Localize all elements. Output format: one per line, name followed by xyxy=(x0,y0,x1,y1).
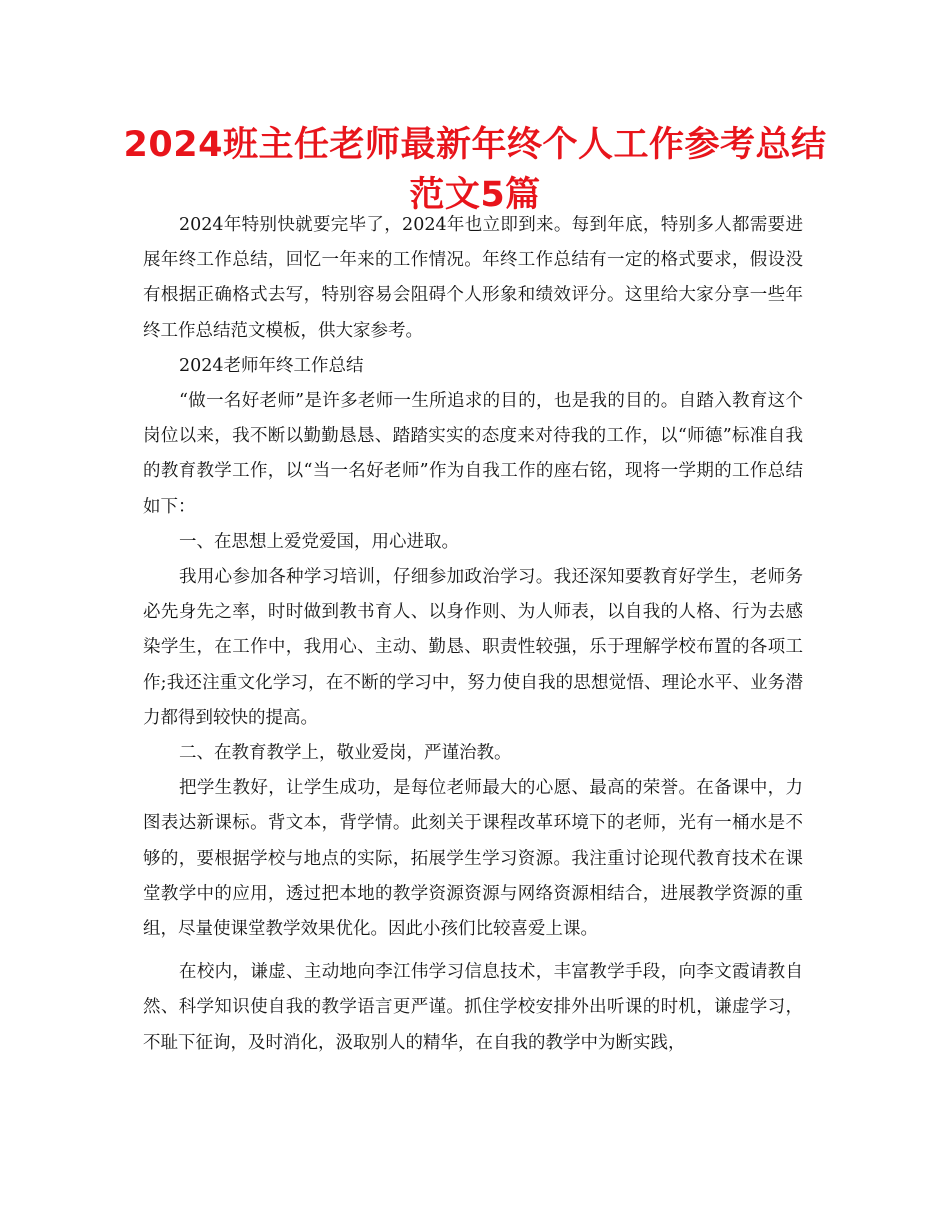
paragraph-intro: 2024年特别快就要完毕了，2024年也立即到来。每到年底，特别多人都需要进展年终工作总结，回忆一年来的工作情况。年终工作总结有一定的格式要求，假设没有根据正确格式去写，特别容易会阻碍个人形象和绩效评分。这里给大家分享一些年终工作总结范文模板，供大家参考。 xyxy=(143,215,803,341)
document-title: 2024班主任老师最新年终个人工作参考总结范文5篇 xyxy=(123,125,827,215)
section-heading-2: 二、在教育教学上，敬业爱岗，严谨治教。 xyxy=(179,743,512,764)
section-heading-1: 一、在思想上爱党爱国，用心进取。 xyxy=(179,531,459,552)
paragraph-heading-summary: 2024老师年终工作总结 xyxy=(179,355,364,376)
paragraph-section-1: 我用心参加各种学习培训，仔细参加政治学习。我还深知要教育好学生，老师务必先身先之率，时时做到教书育人、以身作则、为人师表，以自我的人格、行为去感染学生，在工作中，我用心、主动、勤恳、职责性较强，乐于理解学校布置的各项工作;我还注重文化学习，在不断的学习中，努力使自我的思想觉悟、理论水平、业务潜力都得到较快的提高。 xyxy=(143,567,803,728)
paragraph-in-school: 在校内，谦虚、主动地向李江伟学习信息技术，丰富教学手段，向李文霞请教自然、科学知识使自我的教学语言更严谨。抓住学校安排外出听课的时机，谦虚学习，不耻下征询，及时消化，汲取别人的精华，在自我的教学中为断实践， xyxy=(143,962,803,1053)
paragraph-section-2: 把学生教好，让学生成功，是每位老师最大的心愿、最高的荣誉。在备课中，力图表达新课标。背文本，背学情。此刻关于课程改革环境下的老师，光有一桶水是不够的，要根据学校与地点的实际，拓展学生学习资源。我注重讨论现代教育技术在课堂教学中的应用，透过把本地的教学资源资源与网络资源相结合，进展教学资源的重组，尽量使课堂教学效果优化。因此小孩们比较喜爱上课。 xyxy=(143,778,803,940)
paragraph-good-teacher: “做一名好老师”是许多老师一生所追求的目的，也是我的目的。自踏入教育这个岗位以来，我不断以勤勤恳恳、踏踏实实的态度来对待我的工作，以“师德”标准自我的教育教学工作，以“当一名好老师”作为自我工作的座右铭，现将一学期的工作总结如下： xyxy=(143,391,803,517)
document-body xyxy=(143,208,803,1061)
